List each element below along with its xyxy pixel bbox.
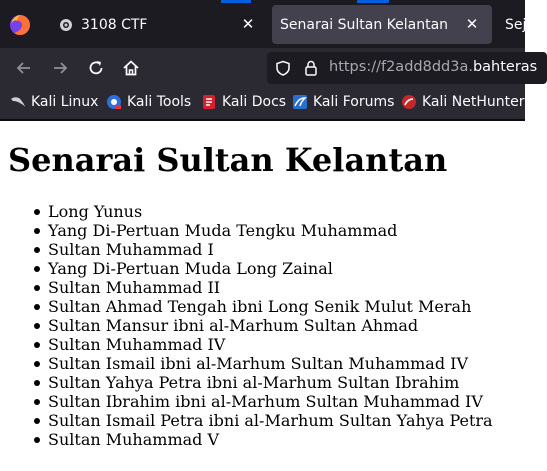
bookmark-kali-linux[interactable]: [10, 94, 98, 110]
tab-label: Senarai Sultan Kelantan: [280, 16, 449, 33]
forward-button[interactable]: [47, 55, 73, 81]
list-item: Sultan Muhammad II: [32, 278, 493, 297]
tab-label: 3108 CTF: [81, 16, 148, 33]
list-item: Yang Di-Pertuan Muda Long Zainal: [32, 259, 493, 278]
bookmark-kali-forums[interactable]: [292, 94, 394, 110]
home-icon: [122, 59, 140, 77]
tracking-protection-shield-icon[interactable]: [275, 60, 291, 76]
back-button[interactable]: [11, 55, 37, 81]
forward-arrow-icon: [51, 59, 69, 77]
tab-3108-ctf[interactable]: [45, 5, 268, 44]
bookmark-label: Kali Docs: [222, 94, 287, 110]
tab-accent-bar: [357, 0, 389, 3]
home-button[interactable]: [118, 55, 144, 81]
bookmark-kali-docs[interactable]: [201, 94, 286, 110]
list-item: Sultan Mansur ibni al-Marhum Sultan Ahmad: [32, 316, 493, 335]
sultan-list: [32, 202, 493, 449]
page-content: [0, 121, 525, 471]
tab-bar: [0, 0, 525, 48]
tab-senarai-sultan-kelantan[interactable]: [272, 5, 492, 44]
firefox-logo-icon[interactable]: [8, 13, 32, 37]
url-domain: bahteras: [472, 59, 538, 75]
list-item: Sultan Muhammad V: [32, 430, 493, 449]
url-prefix: https://f2add8dd3a.: [329, 59, 473, 75]
list-item: Sultan Ibrahim ibni al-Marhum Sultan Muhammad IV: [32, 392, 493, 411]
navigation-toolbar: [0, 48, 538, 88]
kali-dragon-icon: [10, 94, 26, 110]
bookmark-kali-nethunter[interactable]: [401, 94, 524, 110]
list-item: Sultan Muhammad IV: [32, 335, 493, 354]
back-arrow-icon: [15, 59, 33, 77]
list-item: Sultan Yahya Petra ibni al-Marhum Sultan Ibrahim: [32, 373, 493, 392]
browser-chrome: [0, 0, 538, 121]
list-item: Sultan Ismail ibni al-Marhum Sultan Muhammad IV: [32, 354, 493, 373]
close-tab-icon[interactable]: ✕: [241, 15, 255, 33]
list-item: Sultan Ismail Petra ibni al-Marhum Sultan Yahya Petra: [32, 411, 493, 430]
bookmark-label: Kali Forums: [313, 94, 395, 110]
close-tab-icon[interactable]: ✕: [465, 15, 479, 33]
bookmark-label: Kali Tools: [127, 94, 192, 110]
tab-accent-bar: [221, 0, 251, 3]
page-title: Senarai Sultan Kelantan: [8, 141, 448, 179]
reload-button[interactable]: [83, 55, 109, 81]
list-item: Sultan Ahmad Tengah ibni Long Senik Mulut Merah: [32, 297, 493, 316]
lock-icon[interactable]: [304, 60, 318, 76]
reload-icon: [87, 59, 105, 77]
kali-nethunter-icon: [401, 94, 417, 110]
bookmark-label: Kali NetHunter: [422, 94, 525, 110]
bookmark-label: Kali Linux: [31, 94, 99, 110]
list-item: Long Yunus: [32, 202, 493, 221]
bookmark-kali-tools[interactable]: [106, 94, 191, 110]
bookmarks-toolbar: [0, 88, 525, 119]
url-bar[interactable]: [267, 52, 547, 84]
ctf-favicon-icon: [59, 18, 73, 32]
url-text[interactable]: [329, 59, 537, 75]
list-item: Sultan Muhammad I: [32, 240, 493, 259]
kali-tools-icon: [106, 94, 122, 110]
list-item: Yang Di-Pertuan Muda Tengku Muhammad: [32, 221, 493, 240]
kali-forums-icon: [292, 94, 308, 110]
tab-sej[interactable]: [497, 5, 537, 44]
tab-label: Sej: [505, 16, 527, 33]
kali-docs-icon: [201, 94, 217, 110]
